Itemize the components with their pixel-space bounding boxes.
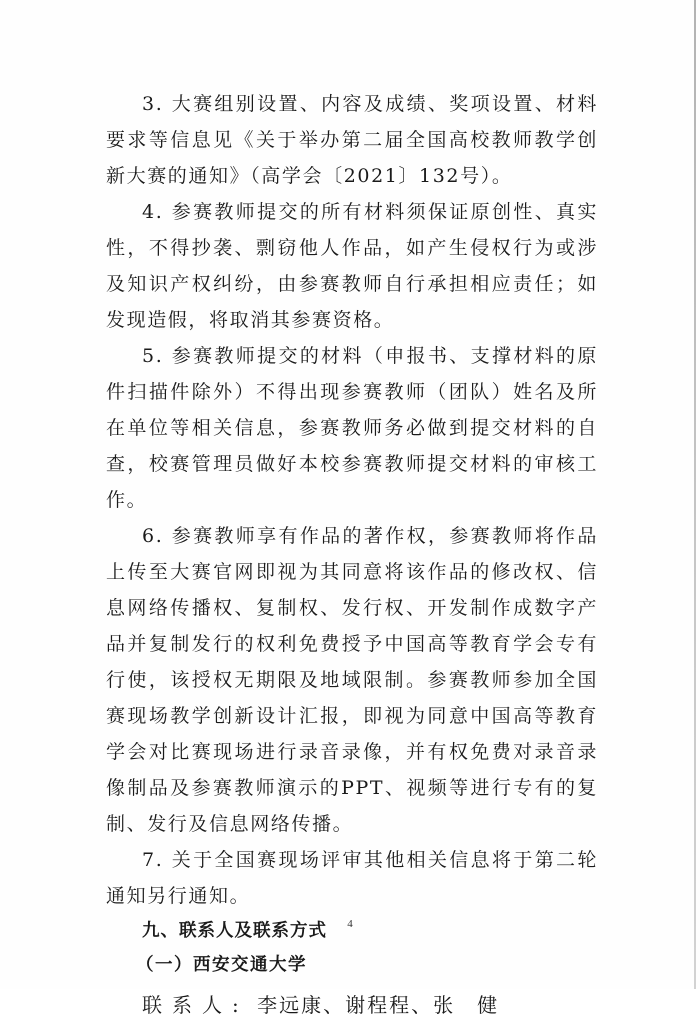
contact-line <box>106 986 598 1024</box>
subsection-heading-xjtu: （一）西安交通大学 <box>136 955 307 975</box>
document-body <box>106 86 598 1024</box>
section-heading-contacts: 九、联系人及联系方式 <box>142 921 327 941</box>
paragraph-item-3: 3. 大赛组别设置、内容及成绩、奖项设置、材料要求等信息见《关于举办第二届全国高校教师教学创新大赛的通知》（高学会〔2021〕132号）。 <box>106 93 598 187</box>
page-number: 4 <box>347 918 353 930</box>
paragraph-item-4: 4. 参赛教师提交的所有材料须保证原创性、真实性，不得抄袭、剽窃他人作品，如产生侵权行为或涉及知识产权纠纷，由参赛教师自行承担相应责任；如发现造假，将取消其参赛资格。 <box>106 201 598 331</box>
paragraph-item-6: 6. 参赛教师享有作品的著作权，参赛教师将作品上传至大赛官网即视为其同意将该作品的修改权、信息网络传播权、复制权、发行权、开发制作成数字产品并复制发行的权利免费授予中国高等教育学会专有行使，该授权无期限及地域限制。参赛教师参加全国赛现场教学创新设计汇报，即视为同意中国高等教育学会对比赛现场进行录音录像，并有权免费对录音录像制品及参赛教师演示的PPT、视频等进行专有的复制、发行及信息网络传播。 <box>106 525 598 835</box>
scan-edge-line <box>694 0 696 989</box>
paragraph-item-7: 7. 关于全国赛现场评审其他相关信息将于第二轮通知另行通知。 <box>106 849 598 907</box>
paragraph-item-5: 5. 参赛教师提交的材料（申报书、支撑材料的原件扫描件除外）不得出现参赛教师（团队）姓名及所在单位等相关信息，参赛教师务必做到提交材料的自查，校赛管理员做好本校参赛教师提交材料的审核工作。 <box>106 345 598 511</box>
contact-names: 李远康、谢程程、张 健 <box>257 993 500 1017</box>
contact-label: 联系人: <box>142 993 249 1017</box>
